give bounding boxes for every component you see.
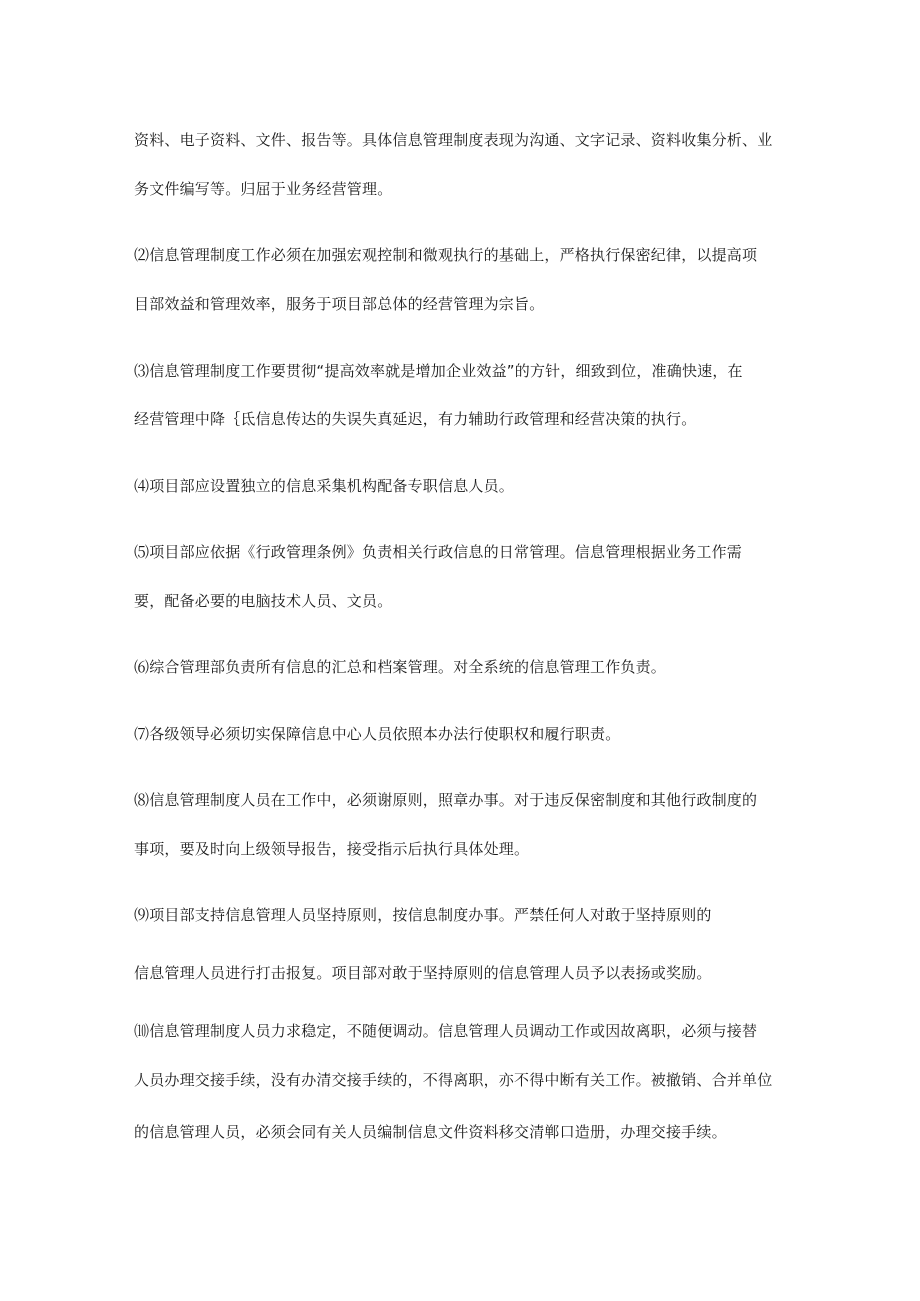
- text-line: 务文件编写等。归屈于业务经营管理。: [134, 180, 393, 198]
- text-line: 资料、电子资料、文件、报告等。具体信息管理制度表现为沟通、文字记录、资料收集分析、业: [134, 131, 773, 149]
- text-line: ⑻信息管理制度人员在工作中，必须谢原则，照章办事。对于违反保密制度和其他行政制度的: [134, 791, 758, 809]
- text-line: 经营管理中降｛氐信息传达的失误失真延迟，有力辅助行政管理和经营决策的执行。: [134, 410, 697, 428]
- text-line: 的信息管理人员，必须会同有关人员编制信息文件资料移交清郸口造册，办理交接手续。: [134, 1123, 727, 1141]
- text-line: ⑼项目部支持信息管理人员坚持原则，按信息制度办事。严禁任何人对敢于坚持原则的: [134, 906, 712, 924]
- text-line: 目部效益和管理效率，服务于项目部总体的经营管理为宗旨。: [134, 295, 545, 313]
- text-line: ⑸项目部应依据《行政管理条例》负责相关行政信息的日常管理。信息管理根据业务工作需: [134, 543, 743, 561]
- text-line: 人员办理交接手续，没有办清交接手续的，不得离职，亦不得中断有关工作。被撤销、合并单位: [134, 1071, 773, 1089]
- text-line: ⑵信息管理制度工作必须在加强宏观控制和微观执行的基础上，严格执行保密纪律，以提高项: [134, 246, 758, 264]
- text-line: 事项，要及时向上级领导报告，接受指示后执行具体处理。: [134, 840, 530, 858]
- text-line: ⑺各级领导必须切实保障信息中心人员依照本办法行使职权和履行职责。: [134, 725, 621, 743]
- text-line: ⑽信息管理制度人员力求稳定，不随便调动。信息管理人员调动工作或因故离职，必须与接替: [134, 1022, 758, 1040]
- text-line: 信息管理人员进行打击报复。项目部对敢于坚持原则的信息管理人员予以表扬或奖励。: [134, 964, 712, 982]
- text-line: ⑹综合管理部负责所有信息的汇总和档案管理。对全系统的信息管理工作负责。: [134, 658, 667, 676]
- text-line: ⑶信息管理制度工作要贯彻“提高效率就是增加企业效益”的方针，细致到位，准确快速，在: [134, 362, 743, 380]
- text-line: ⑷项目部应设置独立的信息采集机构配备专职信息人员。: [134, 477, 515, 495]
- text-line: 要，配备必要的电脑技术人员、文员。: [134, 592, 393, 610]
